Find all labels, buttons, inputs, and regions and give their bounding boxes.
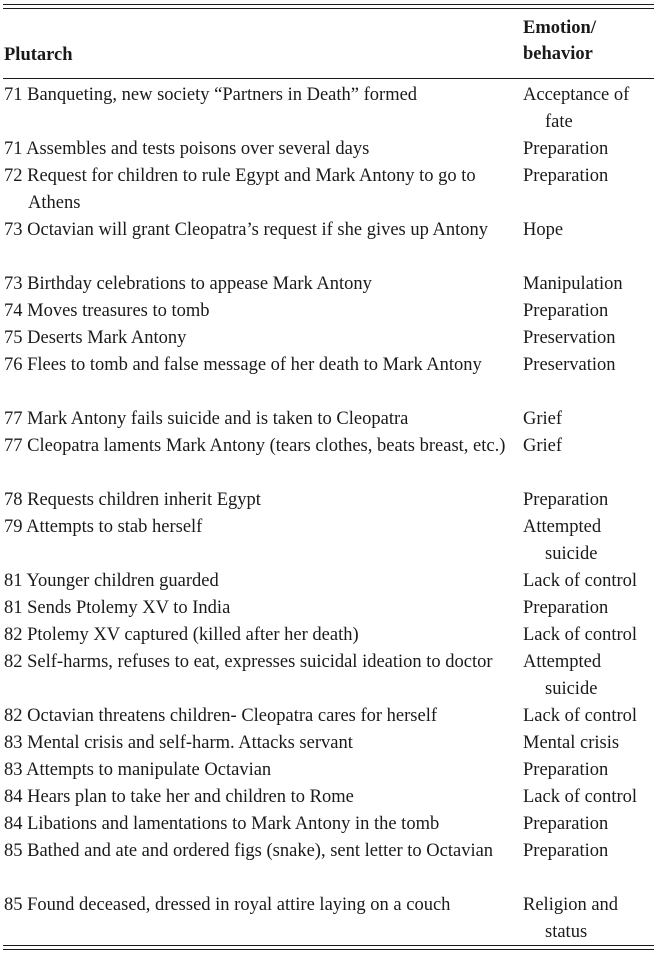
event-cell: 85 Bathed and ate and ordered figs (snake), sent letter to Octavian: [4, 841, 494, 861]
event-cell: 82 Octavian threatens children- Cleopatra cares for herself: [4, 706, 438, 726]
table-row: [0, 890, 657, 944]
event-cell: 78 Requests children inherit Egypt: [4, 490, 261, 510]
column-header-emotion-behavior: [523, 15, 596, 67]
emotion-cell: Acceptance of fate: [523, 85, 630, 132]
table-row: [0, 782, 657, 809]
table-row: [0, 215, 657, 269]
event-cell: 81 Sends Ptolemy XV to India: [4, 598, 231, 618]
emotion-cell: Preparation: [523, 490, 609, 510]
emotion-cell: Lack of control: [523, 787, 638, 807]
table-row: [0, 134, 657, 161]
event-cell: 73 Octavian will grant Cleopatra’s request if she gives up Antony: [4, 220, 488, 240]
emotion-cell: Lack of control: [523, 571, 638, 591]
bottom-double-rule-lower: [3, 949, 654, 950]
table-row: [0, 269, 657, 296]
event-cell: 71 Banqueting, new society “Partners in Death” formed: [4, 85, 418, 105]
emotion-cell: Preparation: [523, 760, 609, 780]
event-cell: 77 Mark Antony fails suicide and is taken to Cleopatra: [4, 409, 409, 429]
emotion-cell: Manipulation: [523, 274, 623, 294]
top-double-rule-inner: [3, 8, 654, 9]
table-row: [0, 485, 657, 512]
event-cell: 71 Assembles and tests poisons over several days: [4, 139, 370, 159]
emotion-cell: Preparation: [523, 139, 609, 159]
column-header-emotion-line: Emotion/: [523, 18, 596, 38]
table-row: [0, 593, 657, 620]
event-cell: 81 Younger children guarded: [4, 571, 219, 591]
emotion-cell: Preservation: [523, 328, 616, 348]
emotion-cell: Grief: [523, 409, 563, 429]
emotion-cell: Religion and status: [523, 895, 619, 942]
bottom-double-rule-upper: [3, 945, 654, 946]
event-cell: 75 Deserts Mark Antony: [4, 328, 187, 348]
emotion-cell: Preparation: [523, 841, 609, 861]
event-cell: 77 Cleopatra laments Mark Antony (tears clothes, beats breast, etc.): [4, 436, 506, 456]
header-rule: [3, 78, 654, 79]
table-row: [0, 566, 657, 593]
emotion-cell: Lack of control: [523, 706, 638, 726]
emotion-cell: Attempted suicide: [523, 517, 602, 564]
emotion-cell: Preparation: [523, 598, 609, 618]
table-row: [0, 836, 657, 890]
table-row: [0, 404, 657, 431]
column-header-behavior-line: behavior: [523, 44, 593, 64]
emotion-cell: Grief: [523, 436, 563, 456]
event-cell: 82 Self-harms, refuses to eat, expresses suicidal ideation to doctor: [4, 652, 493, 672]
event-cell: 74 Moves treasures to tomb: [4, 301, 210, 321]
table-row: [0, 161, 657, 215]
event-cell: 82 Ptolemy XV captured (killed after her death): [4, 625, 359, 645]
table-row: [0, 323, 657, 350]
table-body: [0, 80, 657, 944]
emotion-cell: Mental crisis: [523, 733, 620, 753]
event-cell: 83 Attempts to manipulate Octavian: [4, 760, 272, 780]
emotion-cell: Lack of control: [523, 625, 638, 645]
event-cell: 84 Hears plan to take her and children to Rome: [4, 787, 354, 807]
event-cell: 73 Birthday celebrations to appease Mark Antony: [4, 274, 372, 294]
table-row: [0, 647, 657, 701]
table-row: [0, 296, 657, 323]
emotion-cell: Preparation: [523, 814, 609, 834]
emotion-cell: Preparation: [523, 166, 609, 186]
table-row: [0, 755, 657, 782]
event-cell: 84 Libations and lamentations to Mark Antony in the tomb: [4, 814, 440, 834]
event-cell: 79 Attempts to stab herself: [4, 517, 203, 537]
top-double-rule-outer: [3, 4, 654, 5]
table-row: [0, 809, 657, 836]
event-cell: 85 Found deceased, dressed in royal attire laying on a couch: [4, 895, 451, 915]
event-cell: 72 Request for children to rule Egypt and Mark Antony to go to Athens: [4, 166, 476, 213]
table-row: [0, 80, 657, 134]
emotion-cell: Preservation: [523, 355, 616, 375]
emotion-cell: Attempted suicide: [523, 652, 602, 699]
emotion-cell: Preparation: [523, 301, 609, 321]
table-row: [0, 350, 657, 404]
column-header-plutarch: Plutarch: [4, 45, 73, 65]
emotion-cell: Hope: [523, 220, 564, 240]
table-row: [0, 728, 657, 755]
table-row: [0, 431, 657, 485]
event-cell: 76 Flees to tomb and false message of her death to Mark Antony: [4, 355, 482, 375]
table-row: [0, 512, 657, 566]
table-row: [0, 701, 657, 728]
table-row: [0, 620, 657, 647]
event-cell: 83 Mental crisis and self-harm. Attacks servant: [4, 733, 353, 753]
